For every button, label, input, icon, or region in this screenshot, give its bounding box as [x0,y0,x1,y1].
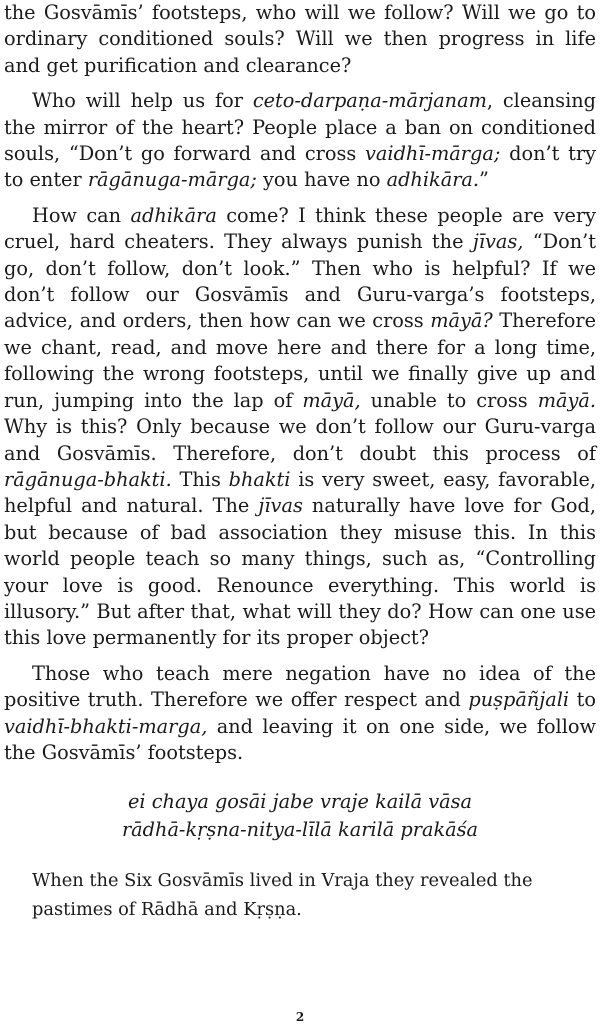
text-run: Those who teach mere negation have no idea of the positive truth. Therefore we offer respect and [4,661,596,712]
page-number: 2 [295,1010,305,1024]
italic-term: māyā, [302,388,361,412]
text-run: you have no [256,168,387,192]
text-run: and leaving it on one side, we follow the Gosvāmīs’ footsteps. [4,714,596,764]
italic-term: māyā? [430,309,493,333]
text-run: Who will help us for [32,89,253,113]
text-run: the Gosvāmīs’ footsteps, who will we follow? Will we go to ordinary conditioned souls? Will we then progress in life and get purification and clearance? [4,1,596,77]
text-run: come? I think these people are very cruel, hard cheaters. They always punish the [4,203,596,254]
text-run: ” [479,168,489,192]
italic-term: jīvas, [472,230,524,254]
text-run: Why is this? Only because we don’t follow our Guru-varga and Gosvāmīs. Therefore, don’t doubt this process of [4,415,596,465]
verse-line-1: ei chaya gosāi jabe vraje kailā vāsa [128,790,472,814]
text-run: Therefore we chant, read, and move here and there for a long time, following the wrong footsteps, until we finally give up and run, jumping into the lap of [4,309,596,412]
italic-term: adhikāra. [386,168,480,192]
italic-term: rāgānuga-bhakti. [4,467,172,491]
text-run: is very sweet, easy, favorable, helpful and natural. The [4,467,596,518]
italic-term: rāgānuga-mārga; [87,168,257,192]
paragraph [4,203,596,652]
text-run: unable to cross [360,388,538,412]
paragraph [4,88,596,194]
italic-term: adhikāra [130,203,217,227]
italic-term: vaidhī-bhakti-marga, [4,714,208,738]
paragraph [4,0,596,79]
italic-term: ceto-darpaṇa-mārjanam [252,89,487,113]
body-text [4,0,596,766]
text-run: How can [32,203,131,227]
verse-block [4,788,596,844]
verse-translation: When the Six Gosvāmīs lived in Vraja they revealed the pastimes of Rādhā and Kṛṣṇa. [32,870,533,921]
paragraph [4,661,596,767]
text-run: This [171,467,229,491]
text-run: “Don’t go, don’t follow, don’t look.” Then who is helpful? If we don’t follow our Gosvāmīs and Guru-varga’s footsteps, advice, and orders, then how can we cross [4,230,596,333]
verse-line-2: rādhā-kṛṣna-nitya-līlā karilā prakāśa [121,818,479,842]
book-page [4,0,596,924]
italic-term: puṣpāñjali [468,688,570,712]
text-run: naturally have love for God, but because of bad association they misuse this. In this world people teach so many things, such as, “Controlling your love is good. Renounce everything. This world is illusory.” But after that, what will they do? How can one use this love permanently for its proper object? [4,494,596,650]
italic-term: bhakti [228,467,291,491]
italic-term: māyā. [537,388,596,412]
italic-term: vaidhī-mārga; [365,142,501,166]
text-run: don’t try to enter [4,142,596,192]
italic-term: jīvas [258,494,303,518]
text-run: to [569,688,596,712]
text-run: , cleansing the mirror of the heart? People place a ban on conditioned souls, “Don’t go forward and cross [4,89,596,166]
